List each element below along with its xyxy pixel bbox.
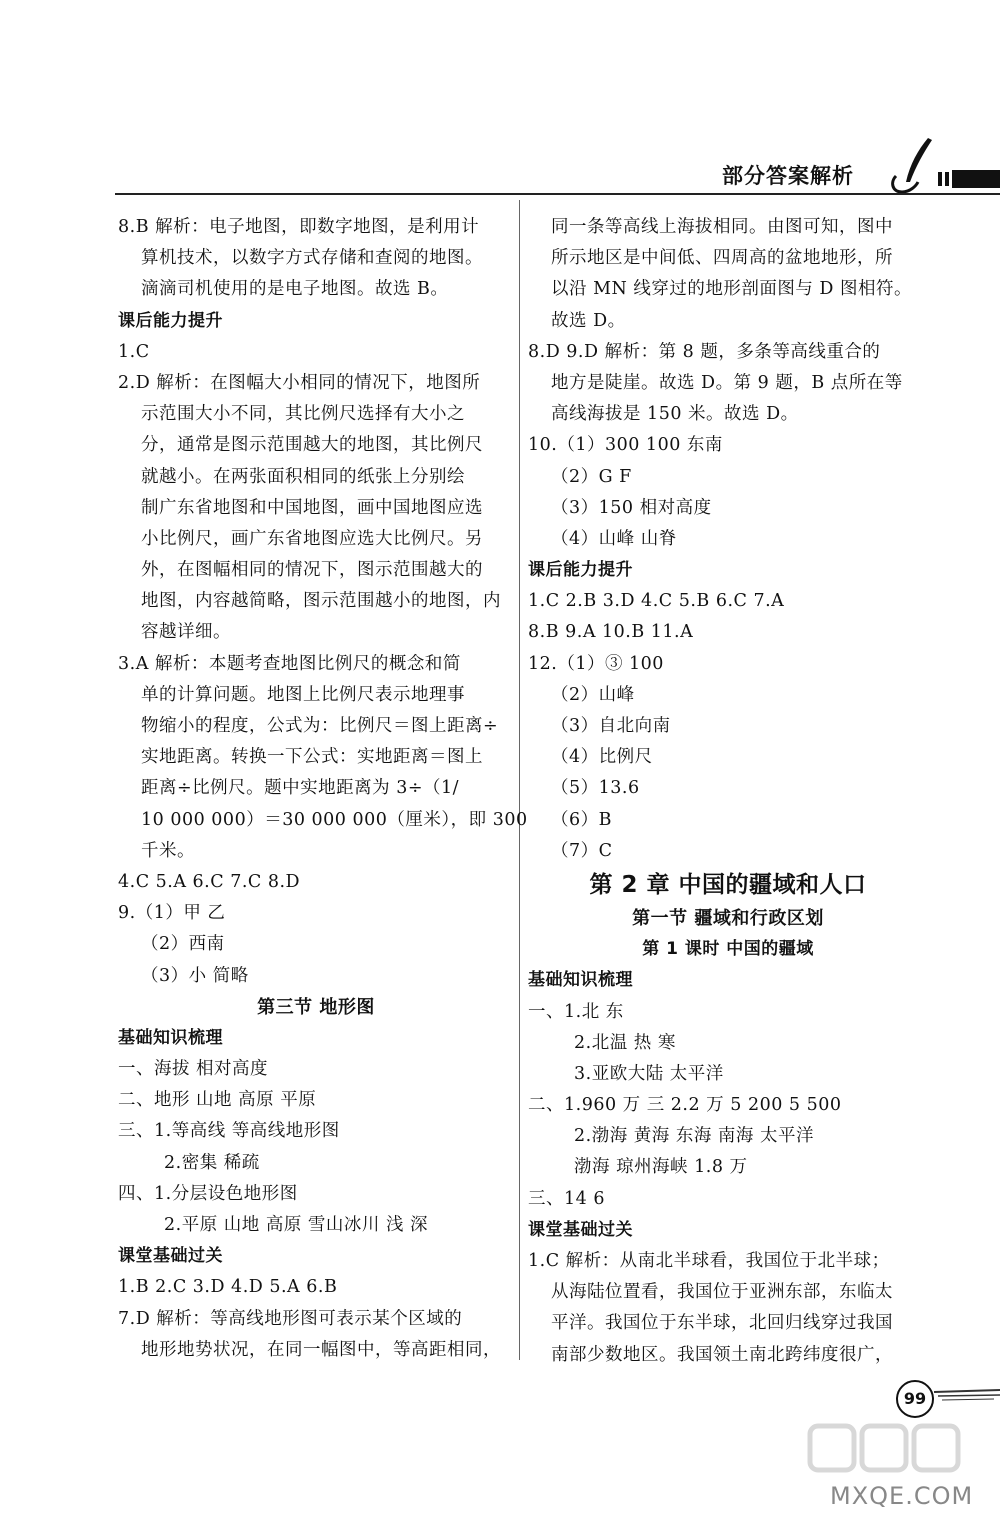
answer-line: 2.D 解析：在图幅大小相同的情况下，地图所 (118, 372, 481, 393)
answer-line: 2.平原 山地 高原 雪山冰川 浅 深 (164, 1215, 429, 1235)
answer-line: 渤海 琼州海峡 1.8 万 (574, 1157, 748, 1178)
quill-pen-icon (888, 136, 938, 196)
answer-line: 以沿 MN 线穿过的地形剖面图与 D 图相符。 (551, 279, 913, 300)
answer-line: 一、海拔 相对高度 (118, 1059, 269, 1080)
answer-line: 1.B 2.C 3.D 4.D 5.A 6.B (118, 1277, 338, 1298)
answer-line: （5）13.6 (551, 778, 640, 799)
answer-line: 高线海拔是 150 米。故选 D。 (551, 404, 799, 425)
answer-line: （3）自北向南 (551, 716, 671, 736)
section-heading: 课堂基础过关 (118, 1246, 223, 1267)
section-heading: 课后能力提升 (118, 310, 223, 331)
section-heading: 基础知识梳理 (118, 1027, 223, 1048)
chapter-title: 第 2 章 中国的疆域和人口 (589, 871, 867, 898)
answer-line: 二、地形 山地 高原 平原 (118, 1090, 317, 1111)
answer-line: 3.A 解析：本题考查地图比例尺的概念和简 (118, 653, 461, 674)
answer-line: 就越小。在两张面积相同的纸张上分别绘 (141, 466, 465, 487)
answer-line: （4）山峰 山脊 (551, 528, 677, 549)
answer-line: 1.C (118, 341, 150, 362)
answer-line: 四、1.分层设色地形图 (118, 1183, 298, 1204)
chapter-title: 第三节 地形图 (257, 996, 375, 1018)
answer-line: 单的计算问题。地图上比例尺表示地理事 (141, 684, 465, 705)
column-divider (519, 200, 520, 1360)
answer-line: 3.亚欧大陆 太平洋 (574, 1063, 724, 1084)
answer-line: （4）比例尺 (551, 747, 653, 768)
answer-line: 9.（1）甲 乙 (118, 903, 226, 924)
answer-line: 示范围大小不同，其比例尺选择有大小之 (141, 404, 465, 425)
page-number: 99 (896, 1380, 934, 1418)
answer-line: （7）C (551, 840, 613, 861)
section-heading: 课堂基础过关 (528, 1219, 633, 1240)
answer-line: 2.渤海 黄海 东海 南海 太平洋 (574, 1126, 814, 1147)
answer-line: 所示地区是中间低、四周高的盆地地形，所 (551, 248, 893, 269)
answer-line: 制广东省地图和中国地图，画中国地图应选 (141, 497, 483, 518)
section-heading: 基础知识梳理 (528, 970, 633, 991)
answer-line: 物缩小的程度，公式为：比例尺＝图上距离÷ (141, 716, 499, 736)
answer-line: 南部少数地区。我国领土南北跨纬度很广， (551, 1344, 893, 1365)
answer-line: （3）150 相对高度 (551, 497, 712, 518)
answer-line: 小比例尺，画广东省地图应选大比例尺。另 (141, 528, 483, 549)
answer-line: 12.（1）③ 100 (528, 653, 664, 674)
chapter-title: 第 1 课时 中国的疆域 (642, 939, 814, 960)
header-rule (115, 193, 1000, 195)
answer-line: 算机技术，以数字方式存储和查阅的地图。 (141, 248, 483, 269)
answer-line: （2）G F (551, 466, 632, 487)
answer-line: 地形地势状况，在同一幅图中，等高距相同， (141, 1339, 501, 1360)
answer-line: （2）山峰 (551, 684, 635, 705)
answer-line: 8.D 9.D 解析：第 8 题，多条等高线重合的 (528, 341, 881, 362)
answer-line: 10.（1）300 100 东南 (528, 435, 723, 456)
answer-line: 平洋。我国位于东半球，北回归线穿过我国 (551, 1313, 893, 1334)
answer-line: 滴滴司机使用的是电子地图。故选 B。 (141, 279, 449, 300)
answer-line: 千米。 (141, 840, 195, 861)
answer-line: 8.B 9.A 10.B 11.A (528, 622, 694, 643)
header-decoration-bars (938, 168, 1000, 190)
answer-line: 4.C 5.A 6.C 7.C 8.D (118, 871, 301, 892)
section-heading: 课后能力提升 (528, 560, 633, 581)
answer-line: 实地距离。转换一下公式：实地距离＝图上 (141, 747, 483, 768)
answer-line: 距离÷比例尺。题中实地距离为 3÷（1/ (141, 778, 460, 799)
answer-line: 地方是陡崖。故选 D。第 9 题，B 点所在等 (551, 372, 903, 393)
answer-line: 分，通常是图示范围越大的地图，其比例尺 (141, 435, 483, 456)
answer-line: 三、14 6 (528, 1188, 605, 1209)
answer-line: 一、1.北 东 (528, 1001, 624, 1022)
answer-line: 从海陆位置看，我国位于亚洲东部，东临太 (551, 1282, 893, 1303)
right-column (528, 212, 928, 1371)
answer-line: 二、1.960 万 三 2.2 万 5 200 5 500 (528, 1095, 842, 1116)
watermark-text: MXQE.COM (830, 1482, 974, 1510)
chapter-title: 第一节 疆域和行政区划 (632, 907, 824, 929)
answer-line: 同一条等高线上海拔相同。由图可知，图中 (551, 217, 893, 237)
answer-line: 1.C 2.B 3.D 4.C 5.B 6.C 7.A (528, 591, 785, 612)
answer-line: 2.密集 稀疏 (164, 1152, 260, 1173)
answer-line: （3）小 简略 (141, 965, 249, 986)
answer-line: 2.北温 热 寒 (574, 1032, 676, 1053)
answer-line: 三、1.等高线 等高线地形图 (118, 1121, 340, 1142)
answer-line: 故选 D。 (551, 310, 626, 331)
header-title: 部分答案解析 (722, 164, 854, 188)
left-column (118, 212, 528, 1366)
answer-line: 1.C 解析：从南北半球看，我国位于北半球； (528, 1251, 890, 1271)
answer-line: 容越详细。 (141, 622, 231, 643)
answer-line: 8.B 解析：电子地图，即数字地图，是利用计 (118, 217, 480, 237)
answer-line: （6）B (551, 809, 612, 830)
answer-line: 10 000 000）＝30 000 000（厘米），即 300 (141, 809, 528, 830)
answer-line: 7.D 解析：等高线地形图可表示某个区域的 (118, 1308, 463, 1329)
answer-line: 外，在图幅相同的情况下，图示范围越大的 (141, 560, 483, 581)
footer-decoration-lines (934, 1384, 1000, 1408)
answer-line: （2）西南 (141, 934, 225, 955)
answer-line: 地图，内容越简略，图示范围越小的地图，内 (141, 591, 501, 612)
